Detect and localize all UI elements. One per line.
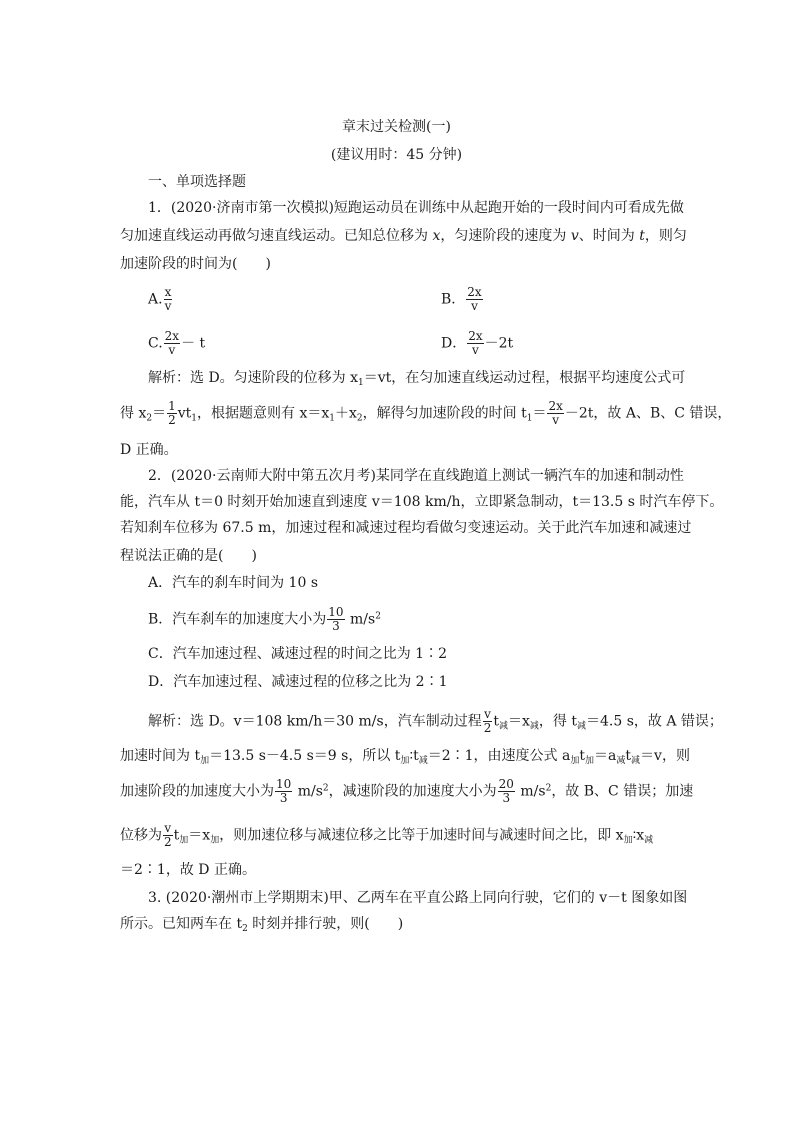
q2-line-2: 能，汽车从 t＝0 时刻开始加速直到速度 v＝108 km/h，立即紧急制动，t＝13.5 s 时汽车停下。 <box>120 494 724 510</box>
q2-line-1: 2．(2020·云南师大附中第五次月考)某同学在直线跑道上测试一辆汽车的加速和制动性 <box>148 468 684 484</box>
q2-answer-line-5: ＝2∶1，故 D 正确。 <box>120 862 256 878</box>
q2-option-d: D．汽车加速过程、减速过程的位移之比为 2∶1 <box>148 674 448 690</box>
q2-answer-line-2: 加速时间为 $t_加=13.5$ s－4.5 s＝9 s，所以 $t_加∶t_减=2∶1$，由速度公式 $a_加t_加=a_减t_减=v$，则 <box>120 748 690 766</box>
document-title: 章末过关检测(一) <box>342 119 451 135</box>
q1-option-d: D． $\frac{2x}{v}$ －2t <box>441 329 514 357</box>
q2-option-b: B．汽车刹车的加速度大小为 $\frac{10}{3}$ $m/s^2$ <box>148 605 381 633</box>
q1-line-2: 匀加速直线运动再做匀速直线运动。已知总位移为 x，匀速阶段的速度为 v、时间为 t，则匀 <box>120 228 687 244</box>
q3-line-1: 3. (2020·潮州市上学期期末)甲、乙两车在平直公路上同向行驶，它们的 v－t 图象如图 <box>148 890 688 906</box>
q2-answer-line-3: 加速阶段的加速度大小为 $\frac{10}{3}$ $m/s^2$，减速阶段的加速度大小为 $\frac{20}{3}$ $m/s^2$，故 B、C 错误；加速 <box>120 777 694 805</box>
q1-answer-line-1: 解析：选 D。匀速阶段的位移为 $x_1=vt$，在匀加速直线运动过程，根据平均速度公式可 <box>148 370 686 388</box>
q2-option-a: A．汽车的刹车时间为 10 s <box>148 575 319 591</box>
q1-option-a: A. $\frac{x}{v}$ <box>148 285 172 313</box>
section-heading: 一、单项选择题 <box>148 174 246 190</box>
q2-line-3: 若知刹车位移为 67.5 m，加速过程和减速过程均看做匀变速运动。关于此汽车加速和减速过 <box>120 520 692 536</box>
q2-option-c: C．汽车加速过程、减速过程的时间之比为 1∶2 <box>148 646 447 662</box>
q1-line-1: 1．(2020·济南市第一次模拟)短跑运动员在训练中从起跑开始的一段时间内可看成先做 <box>148 200 684 216</box>
q1-answer-line-3: D 正确。 <box>120 442 178 458</box>
q2-answer-line-4: 位移为 $\frac{v}{2}$ $t_加=x_加$，则加速位移与减速位移之比等于加速时间与减速时间之比，即 $x_加∶x_减$ <box>120 821 654 849</box>
q2-answer-line-1: 解析：选 D。v＝108 km/h＝30 m/s，汽车制动过程 $\frac{v}{2}$ $t_减=x_减$，得 $t_减=4.5$ s，故 A 错误； <box>148 707 723 735</box>
q3-line-2: 所示。已知两车在 $t_2$ 时刻并排行驶，则( ) <box>120 916 404 934</box>
q1-option-c: C. $\frac{2x}{v}$ － t <box>148 329 206 357</box>
q1-answer-line-2: 得 $x_2=$ $\frac{1}{2}$ $vt_1$，根据题意则有 $x=x_1+x_2$，解得匀加速阶段的时间 $t_1=$ $\frac{2x}{v}$ －2t，故 A、B、C 错误， <box>120 399 732 427</box>
q1-line-3: 加速阶段的时间为( ) <box>120 256 271 272</box>
q1-option-b: B． $\frac{2x}{v}$ <box>441 285 482 313</box>
q2-line-4: 程说法正确的是( ) <box>120 548 257 564</box>
document-subtitle: (建议用时：45 分钟) <box>330 147 463 163</box>
